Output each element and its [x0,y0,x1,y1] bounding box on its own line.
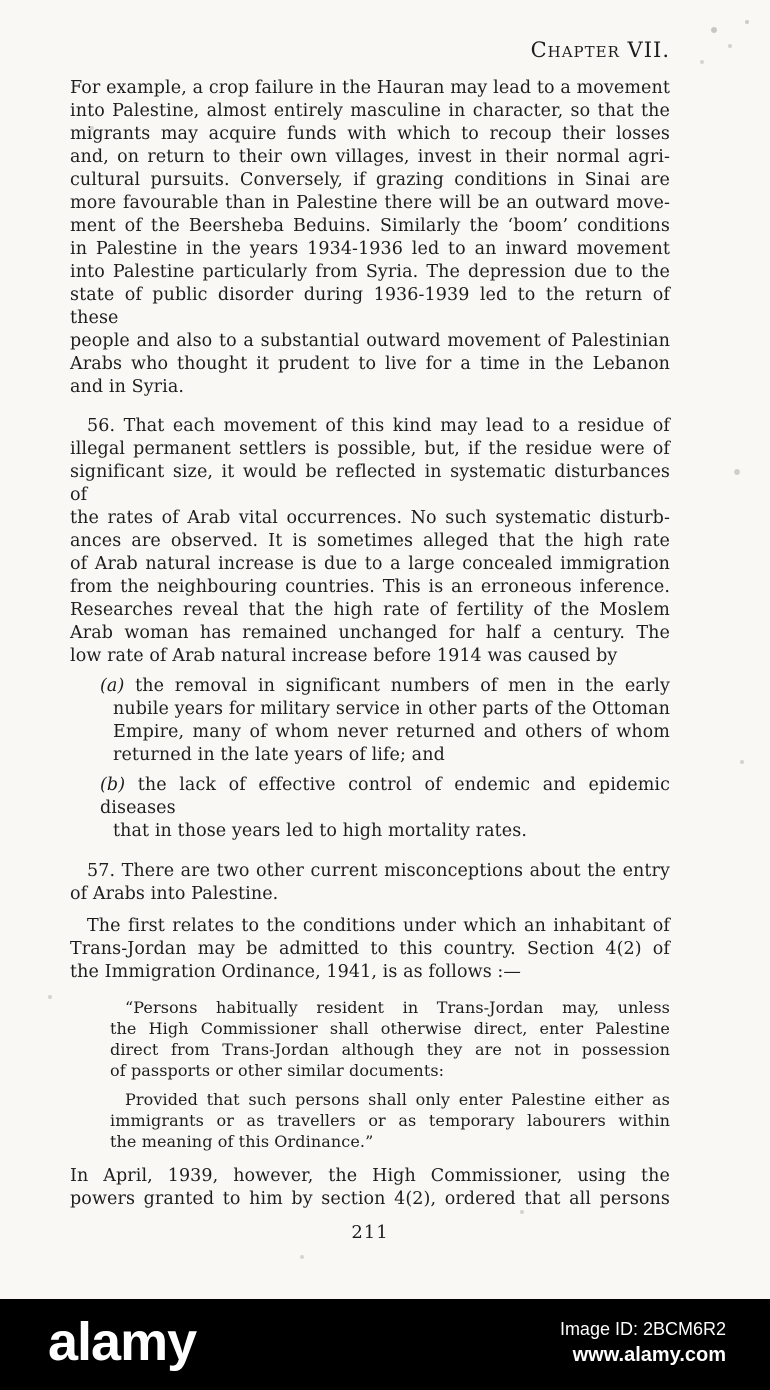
text-line: of passports or other similar documents: [110,1061,445,1080]
text-line: people and also to a substantial outward movement of Palestinian [70,331,670,351]
text-line: of Arabs into Palestine. [70,884,279,904]
list-item-b-first-line [100,774,670,820]
list-item-a-continuation [70,698,670,767]
text-line: immigrants or as travellers or as temporary labourers within [110,1111,670,1130]
text-line: the meaning of this Ordinance.” [110,1132,374,1151]
list-item-a [70,675,670,767]
text-line: of Arab natural increase is due to a large concealed immigration [70,554,670,574]
chapter-heading: Chapter VII. [530,38,670,62]
text-line: that in those years led to high mortality rates. [113,821,528,841]
blockquote-part-2 [110,1089,670,1152]
text-line: into Palestine, almost entirely masculine in character, so that the [70,101,670,121]
blockquote-ordinance [110,997,670,1152]
text-line: Provided that such persons shall only enter Palestine either as [125,1090,670,1109]
text-line: the rates of Arab vital occurrences. No such systematic disturb- [70,508,670,528]
paragraph-intro [70,77,670,399]
blockquote-part-1 [110,997,670,1081]
text-line: migrants may acquire funds with which to recoup their losses [70,124,670,144]
text-line: more favourable than in Palestine there will be an outward move- [70,193,670,213]
text-line: 57. There are two other current misconceptions about the entry [87,861,670,881]
text-line: significant size, it would be reflected in systematic disturbances of [70,462,670,505]
text-line: The first relates to the conditions under which an inhabitant of [87,916,670,936]
text-line: and in Syria. [70,377,185,397]
list-item-a-first-line [100,675,670,698]
page-number: 211 [351,1222,389,1243]
watermark-info [560,1317,726,1368]
list-marker-b: (b) [100,775,126,795]
text-line: low rate of Arab natural increase before 1914 was caused by [70,646,618,666]
list-item-b-text: the lack of effective control of endemic and epidemic diseases [100,775,670,818]
text-line: and, on return to their own villages, invest in their normal agri- [70,147,670,167]
watermark-bar [0,1299,770,1390]
alamy-website-url: www.alamy.com [572,1344,726,1366]
text-line: from the neighbouring countries. This is an erroneous inference. [70,577,670,597]
list-item-a-text: the removal in significant numbers of men in the early [135,676,670,696]
text-line: For example, a crop failure in the Hauran may lead to a movement [70,78,670,98]
paragraph-april-1939 [70,1165,670,1211]
text-line: illegal permanent settlers is possible, but, if the residue were of [70,439,670,459]
text-line: ment of the Beersheba Beduins. Similarly the ‘boom’ conditions [70,216,670,236]
text-line: in Palestine in the years 1934-1936 led to an inward movement [70,239,670,259]
alamy-logo: alamy [48,1312,197,1372]
text-line: Trans-Jordan may be admitted to this country. Section 4(2) of [70,939,670,959]
text-line: “Persons habitually resident in Trans-Jordan may, unless [125,998,670,1017]
text-line: In April, 1939, however, the High Commissioner, using the [70,1166,670,1186]
text-line: state of public disorder during 1936-1939 led to the return of these [70,285,670,328]
text-line: Researches reveal that the high rate of fertility of the Moslem [70,600,670,620]
text-line: the High Commissioner shall otherwise direct, enter Palestine [110,1019,670,1038]
text-line: direct from Trans-Jordan although they are not in possession [110,1040,670,1059]
paragraph-56 [70,415,670,668]
text-line: cultural pursuits. Conversely, if grazing conditions in Sinai are [70,170,670,190]
text-line: Empire, many of whom never returned and others of whom [113,722,670,742]
text-line: nubile years for military service in other parts of the Ottoman [113,699,670,719]
text-line: 56. That each movement of this kind may lead to a residue of [87,416,670,436]
text-line: returned in the late years of life; and [113,745,445,765]
text-line: into Palestine particularly from Syria. The depression due to the [70,262,670,282]
paragraph-first-relates [70,915,670,984]
text-line: ances are observed. It is sometimes alleged that the high rate [70,531,670,551]
scan-noise-speckles [0,0,4,4]
list-marker-a: (a) [100,676,125,696]
text-line: powers granted to him by section 4(2), ordered that all persons [70,1189,670,1209]
text-line: Arabs who thought it prudent to live for a time in the Lebanon [70,354,670,374]
list-item-b-continuation [70,820,670,843]
image-id-label: Image ID: 2BCM6R2 [559,1319,726,1339]
text-line: the Immigration Ordinance, 1941, is as follows :— [70,962,522,982]
text-line: Arab woman has remained unchanged for half a century. The [70,623,670,643]
paragraph-57 [70,860,670,906]
list-item-b [70,774,670,843]
